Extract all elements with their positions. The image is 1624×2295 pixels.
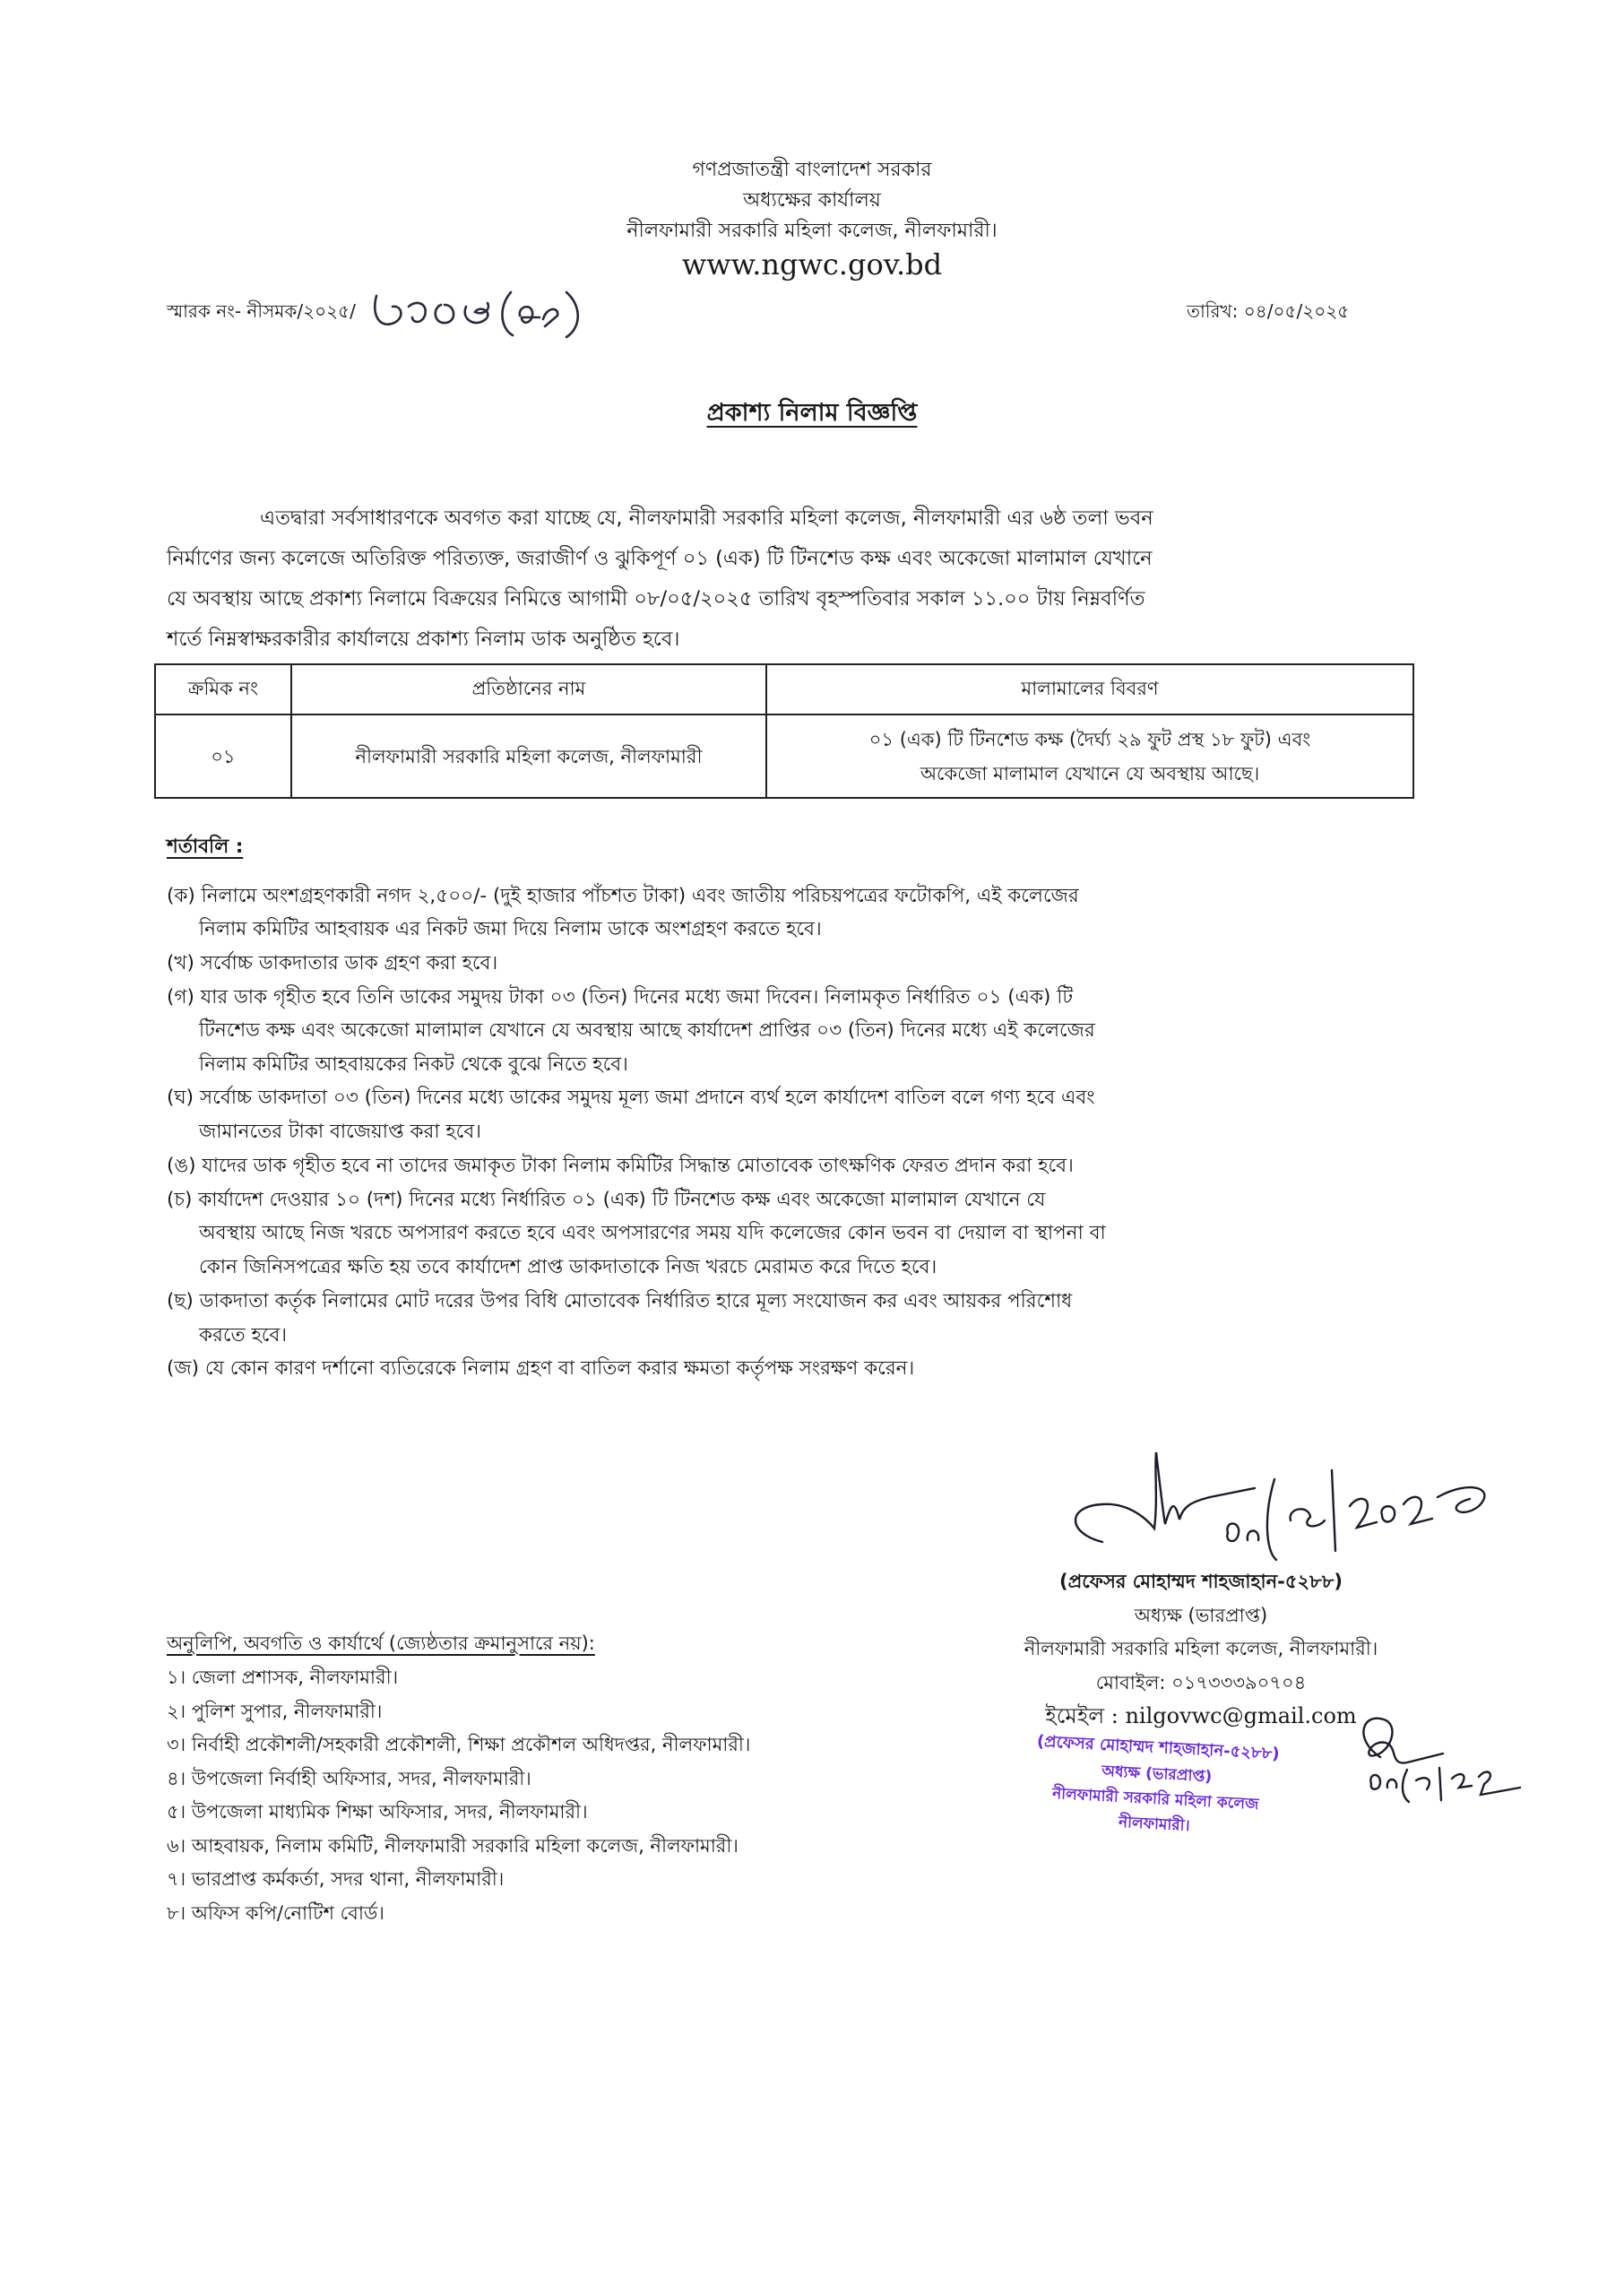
condition-line: টিনশেড কক্ষ এবং অকেজো মালামাল যেখানে যে অবস্থায় আছে কার্যাদেশ প্রাপ্তির ০৩ (তিন) দিনের মধ্যে এই কলেজের	[199, 1019, 1095, 1042]
official-seal-stamp	[983, 1726, 1328, 1847]
institution-name: নীলফামারী সরকারি মহিলা কলেজ, নীলফামারী।	[626, 220, 998, 242]
description-line-2: অকেজো মালামাল যেখানে যে অবস্থায় আছে।	[920, 762, 1260, 784]
government-name: গণপ্রজাতন্ত্রী বাংলাদেশ সরকার	[692, 159, 932, 181]
cell-description	[766, 714, 1413, 798]
memo-number-label: স্মারক নং- নীসমক/২০২৫/	[167, 300, 356, 322]
copy-to-item: ১। জেলা প্রশাসক, নীলফামারী।	[167, 1667, 399, 1688]
header-institution: প্রতিষ্ঠানের নাম	[291, 664, 766, 714]
condition-line: নিলাম কমিটির আহবায়কের নিকট থেকে বুঝে নিতে হবে।	[199, 1053, 628, 1076]
condition-line: নিলাম কমিটির আহবায়ক এর নিকট জমা দিয়ে নিলাম ডাকে অংশগ্রহণ করতে হবে।	[199, 918, 822, 940]
condition-line: করতে হবে।	[199, 1324, 288, 1347]
stamp-institution: নীলফামারী সরকারি মহিলা কলেজ	[1051, 1784, 1259, 1814]
stamp-designation: অধ্যক্ষ (ভারপ্রাপ্ত)	[1101, 1762, 1213, 1787]
copy-to-heading: অনুলিপি, অবগতি ও কার্যার্থে (জ্যেষ্ঠতার ক্রমানুসারে নয়):	[167, 1632, 595, 1654]
intro-line-1: এতদ্বারা সর্বসাধারণকে অবগত করা যাচ্ছে যে, নীলফামারী সরকারি মহিলা কলেজ, নীলফামারী এর ৬ষ্ঠ তলা ভবন	[260, 507, 1153, 530]
signatory-institution: নীলফামারী সরকারি মহিলা কলেজ, নীলফামারী।	[1024, 1638, 1378, 1659]
condition-line: কোন জিনিসপত্রের ক্ষতি হয় তবে কার্যাদেশ প্রাপ্ত ডাকদাতাকে নিজ খরচে মেরামত করে দিতে হবে।	[199, 1256, 937, 1278]
memo-date: তারিখ: ০৪/০৫/২০২৫	[1187, 300, 1350, 322]
cell-serial: ০১	[155, 714, 291, 798]
auction-items-table	[154, 663, 1414, 799]
copy-to-item: ৫। উপজেলা মাধ্যমিক শিক্ষা অফিসার, সদর, নীলফামারী।	[167, 1801, 588, 1823]
initial-signature	[1344, 1712, 1524, 1814]
intro-line-2: নির্মাণের জন্য কলেজে অতিরিক্ত পরিত্যক্ত, জরাজীর্ণ ও ঝুকিপূর্ণ ০১ (এক) টি টিনশেড কক্ষ এবং অকেজো মালামাল যেখানে	[167, 547, 1153, 570]
stamp-name: (প্রফেসর মোহাম্মদ শাহজাহান-৫২৮৮)	[1036, 1731, 1281, 1764]
copy-to-item: ৬। আহবায়ক, নিলাম কমিটি, নীলফামারী সরকারি মহিলা কলেজ, নীলফামারী।	[167, 1834, 739, 1857]
copy-to-item: ৪। উপজেলা নির্বাহী অফিসার, সদর, নীলফামারী।	[167, 1767, 531, 1789]
condition-line: (চ) কার্যাদেশ দেওয়ার ১০ (দশ) দিনের মধ্যে নির্ধারিত ০১ (এক) টি টিনশেড কক্ষ এবং অকেজো মালামাল যেখানে যে	[167, 1189, 1046, 1211]
copy-to-item: ৩। নির্বাহী প্রকৌশলী/সহকারী প্রকৌশলী, শিক্ষা প্রকৌশল অধিদপ্তর, নীলফামারী।	[167, 1734, 751, 1755]
office-name: অধ্যক্ষের কার্যালয়	[743, 189, 881, 212]
copy-to-item: ২। পুলিশ সুপার, নীলফামারী।	[167, 1700, 383, 1722]
table-row	[155, 714, 1413, 798]
condition-line: জামানতের টাকা বাজেয়াপ্ত করা হবে।	[199, 1121, 481, 1143]
intro-line-3: যে অবস্থায় আছে প্রকাশ্য নিলামে বিক্রয়ের নিমিত্তে আগামী ০৮/০৫/২০২৫ তারিখ বৃহস্পতিবার সকাল ১১.০০ টায় নিম্নবর্ণিত	[167, 587, 1145, 611]
copy-to-item: ৭। ভারপ্রাপ্ত কর্মকর্তা, সদর থানা, নীলফামারী।	[167, 1868, 505, 1890]
description-line-1: ০১ (এক) টি টিনশেড কক্ষ (দৈর্ঘ্য ২৯ ফুট প্রস্থ ১৮ ফুট) এবং	[868, 728, 1311, 750]
stamp-district: নীলফামারী।	[1118, 1813, 1191, 1836]
header-serial: ক্রমিক নং	[155, 664, 291, 714]
signatory-email[interactable]: ইমেইল : nilgovwc@gmail.com	[1045, 1703, 1357, 1728]
handwritten-memo-number	[367, 280, 618, 346]
condition-line: (খ) সর্বোচ্চ ডাকদাতার ডাক গ্রহণ করা হবে।	[167, 952, 498, 974]
conditions-heading: শর্তাবলি :	[167, 836, 244, 858]
condition-line: (গ) যার ডাক গৃহীত হবে তিনি ডাকের সমুদয় টাকা ০৩ (তিন) দিনের মধ্যে জমা দিবেন। নিলামকৃত নির্ধারিত ০১ (এক) টি	[167, 986, 1074, 1009]
condition-line: (ছ) ডাকদাতা কর্তৃক নিলামের মোট দরের উপর বিধি মোতাবেক নির্ধারিত হারে মূল্য সংযোজন কর এবং আয়কর পরিশোধ	[167, 1290, 1073, 1312]
condition-line: অবস্থায় আছে নিজ খরচে অপসারণ করতে হবে এবং অপসারণের সময় যদি কলেজের কোন ভবন বা দেয়াল বা স্থাপনা বা	[199, 1222, 1106, 1244]
intro-line-4: শর্তে নিম্নস্বাক্ষরকারীর কার্যালয়ে প্রকাশ্য নিলাম ডাক অনুষ্ঠিত হবে।	[167, 628, 680, 651]
condition-line: (ক) নিলামে অংশগ্রহণকারী নগদ ২,৫০০/- (দুই হাজার পাঁচশত টাকা) এবং জাতীয় পরিচয়পত্রের ফটোকপি, এই কলেজের	[167, 885, 1079, 907]
header-description: মালামালের বিবরণ	[766, 664, 1413, 714]
signatory-name: (প্রফেসর মোহাম্মদ শাহজাহান-৫২৮৮)	[1058, 1571, 1343, 1592]
signature	[1049, 1434, 1515, 1572]
condition-line: (জ) যে কোন কারণ দর্শানো ব্যতিরেকে নিলাম গ্রহণ বা বাতিল করার ক্ষমতা কর্তৃপক্ষ সংরক্ষণ করেন।	[167, 1357, 915, 1380]
condition-line: (ঘ) সর্বোচ্চ ডাকদাতা ০৩ (তিন) দিনের মধ্যে ডাকের সমুদয় মূল্য জমা প্রদানে ব্যর্থ হলে কার্যাদেশ বাতিল বলে গণ্য হবে এবং	[167, 1087, 1095, 1109]
signatory-mobile: মোবাইল: ০১৭৩৩৩৯০৭০৪	[1095, 1672, 1307, 1693]
signatory-designation: অধ্যক্ষ (ভারপ্রাপ্ত)	[1134, 1605, 1268, 1626]
copy-to-item: ৮। অফিস কপি/নোটিশ বোর্ড।	[167, 1901, 384, 1924]
website-link[interactable]: www.ngwc.gov.bd	[681, 247, 943, 281]
condition-line: (ঙ) যাদের ডাক গৃহীত হবে না তাদের জমাকৃত টাকা নিলাম কমিটির সিদ্ধান্ত মোতাবেক তাৎক্ষণিক ফেরত প্রদান করা হবে।	[167, 1155, 1074, 1177]
notice-title: প্রকাশ্য নিলাম বিজ্ঞপ্তি	[706, 399, 918, 427]
table-header-row	[155, 664, 1413, 714]
cell-institution: নীলফামারী সরকারি মহিলা কলেজ, নীলফামারী	[291, 714, 766, 798]
